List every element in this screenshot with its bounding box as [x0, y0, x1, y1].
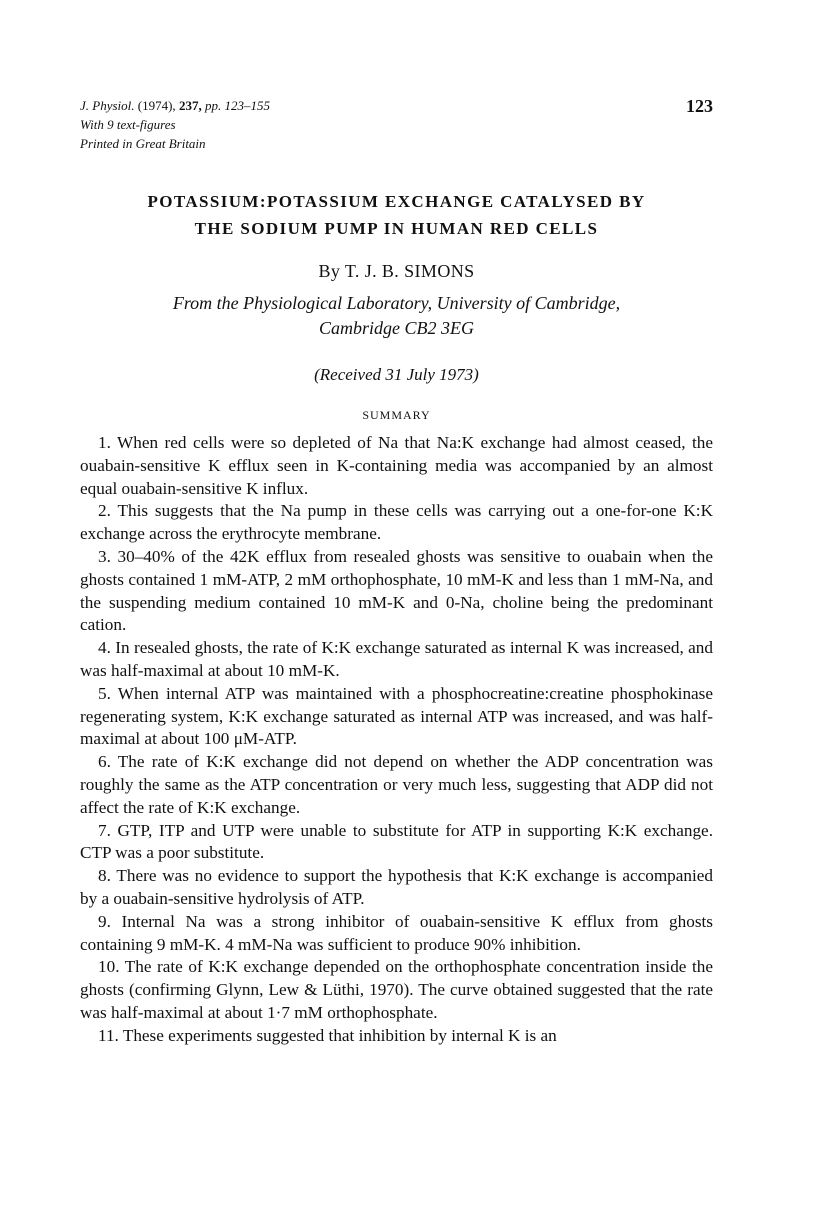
received-date: (Received 31 July 1973)	[314, 365, 479, 384]
page-header	[80, 96, 713, 158]
summary-item: 5. When internal ATP was maintained with a phosphocreatine:creatine phosphokinase regenerating system, K:K exchange saturated as internal ATP was increased, and was half-maximal at about 100 μM-ATP.	[80, 683, 713, 749]
figures-note: With 9 text-figures	[80, 117, 176, 132]
journal-citation	[80, 96, 713, 115]
paper-page	[80, 96, 713, 1048]
journal-volume: 237,	[178, 98, 202, 113]
summary-item: 4. In resealed ghosts, the rate of K:K exchange saturated as internal K was increased, and was half-maximal at about 10 mM-K.	[80, 638, 713, 680]
summary-heading: SUMMARY	[362, 408, 431, 422]
title-line-1: POTASSIUM:POTASSIUM EXCHANGE CATALYSED BY	[147, 192, 646, 211]
affiliation-line-2: Cambridge CB2 3EG	[319, 318, 474, 338]
affiliation	[80, 291, 713, 341]
paper-title	[80, 188, 713, 242]
summary-item: 10. The rate of K:K exchange depended on the orthophosphate concentration inside the ghosts (confirming Glynn, Lew & Lüthi, 1970). The curve obtained suggested that the rate was half-maximal at about 1·7 mM orthophosphate.	[80, 957, 713, 1022]
page-number: 123	[686, 96, 713, 116]
summary-item: 8. There was no evidence to support the hypothesis that K:K exchange is accompanied by a ouabain-sensitive hydrolysis of ATP.	[80, 866, 713, 908]
title-line-2: THE SODIUM PUMP IN HUMAN RED CELLS	[194, 219, 599, 238]
summary-item: 2. This suggests that the Na pump in these cells was carrying out a one-for-one K:K exchange across the erythrocyte membrane.	[80, 501, 713, 544]
journal-pages: pp. 123–155	[204, 98, 270, 113]
summary-item: 7. GTP, ITP and UTP were unable to substitute for ATP in supporting K:K exchange. CTP was a poor substitute.	[80, 820, 713, 863]
summary-list	[80, 432, 713, 1048]
summary-item: 9. Internal Na was a strong inhibitor of ouabain-sensitive K efflux from ghosts containing 9 mM-K. 4 mM-Na was sufficient to produce 90% inhibition.	[80, 911, 713, 954]
printed-note: Printed in Great Britain	[80, 136, 206, 151]
author-line: By T. J. B. SIMONS	[318, 261, 475, 281]
affiliation-line-1: From the Physiological Laboratory, University of Cambridge,	[172, 293, 621, 313]
summary-item: 11. These experiments suggested that inhibition by internal K is an	[98, 1025, 557, 1045]
summary-item: 3. 30–40% of the 42K efflux from resealed ghosts was sensitive to ouabain when the ghosts contained 1 mM-ATP, 2 mM orthophosphate, 10 mM-K and less than 1 mM-Na, and the suspending medium contained 10 mM-K and 0-Na, choline being the predominant cation.	[80, 546, 713, 635]
summary-item: 1. When red cells were so depleted of Na that Na:K exchange had almost ceased, the ouabain-sensitive K efflux seen in K-containing media was accompanied by an almost equal ouabain-sensitive K influx.	[80, 433, 713, 498]
summary-item: 6. The rate of K:K exchange did not depend on whether the ADP concentration was roughly the same as the ATP concentration or very much less, suggesting that ADP did not affect the rate of K:K exchange.	[80, 752, 713, 817]
journal-name: J. Physiol.	[80, 98, 135, 113]
journal-year: (1974),	[137, 98, 176, 113]
